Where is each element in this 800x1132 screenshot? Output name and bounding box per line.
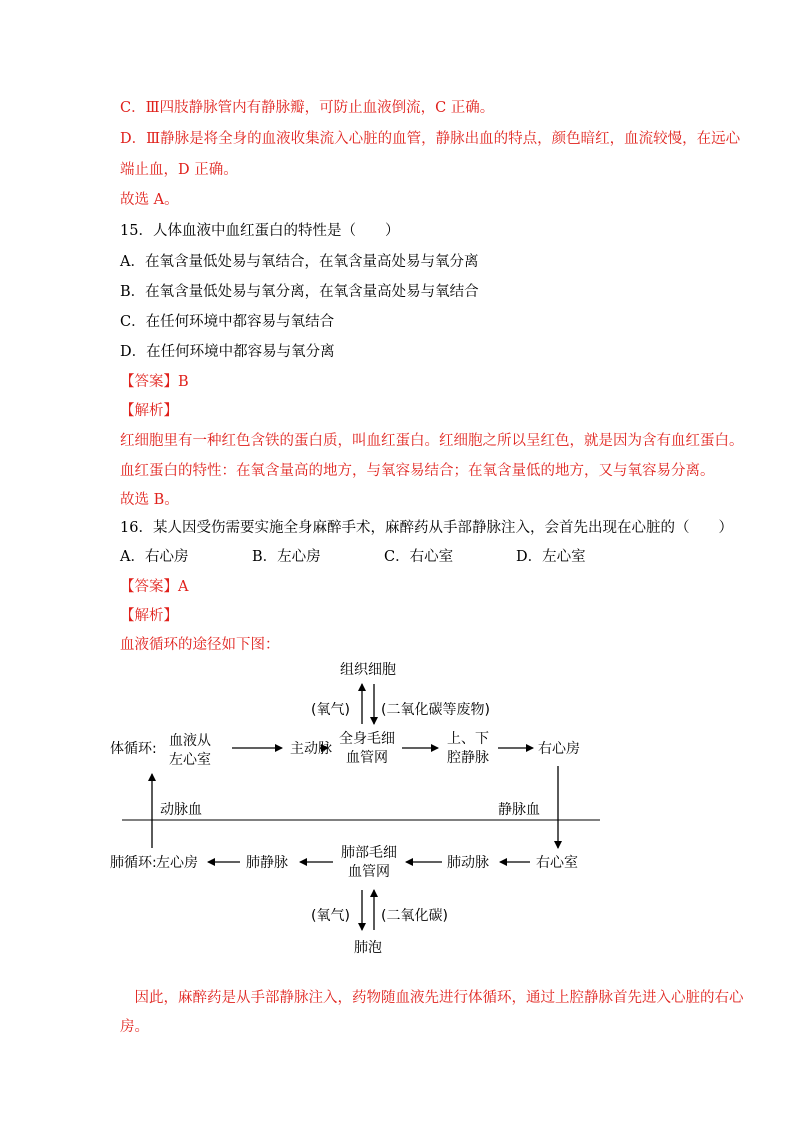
q15-stem: 15．人体血液中血红蛋白的特性是（ ）: [120, 223, 400, 239]
label-pulmonary-circulation: 肺循环:: [110, 855, 157, 871]
q16-analysis-label: 【解析】: [120, 608, 178, 624]
node-vena-cava-line1: 上、下: [447, 731, 489, 747]
prev-option-d-line2: 端止血，D 正确。: [120, 162, 238, 178]
q16-conclusion-line2: 房。: [120, 1019, 149, 1035]
node-right-atrium: 右心房: [538, 741, 580, 757]
q15-conclusion: 故选 B。: [120, 492, 179, 508]
q16-option-c: C．右心室: [384, 549, 454, 565]
q16-conclusion-line1: 因此，麻醉药是从手部静脉注入，药物随血液先进行体循环，通过上腔静脉首先进入心脏的右心: [120, 990, 744, 1006]
prev-conclusion: 故选 A。: [120, 192, 179, 208]
q16-option-b: B．左心房: [252, 549, 321, 565]
q15-analysis-label: 【解析】: [120, 403, 178, 419]
q16-option-d: D．左心室: [516, 549, 586, 565]
node-from-lv-line2: 左心室: [169, 752, 211, 768]
node-vena-cava-line2: 腔静脉: [447, 750, 489, 766]
q15-analysis-line1: 红细胞里有一种红色含铁的蛋白质，叫血红蛋白。红细胞之所以呈红色，就是因为含有血红蛋白。: [120, 433, 744, 449]
q15-option-a: A．在氧含量低处易与氧结合，在氧含量高处易与氧分离: [120, 254, 479, 270]
label-systemic-circulation: 体循环:: [110, 741, 157, 757]
label-oxygen-top: (氧气): [311, 702, 350, 718]
q15-answer: 【答案】B: [120, 374, 189, 390]
label-arterial-blood: 动脉血: [160, 802, 202, 818]
q16-intro: 血液循环的途径如下图：: [120, 637, 280, 653]
node-lung-capillary-line2: 血管网: [348, 864, 390, 880]
q15-analysis-line2: 血红蛋白的特性：在氧含量高的地方，与氧容易结合；在氧含量低的地方，又与氧容易分离。: [120, 463, 715, 479]
node-tissue-cells: 组织细胞: [340, 662, 396, 678]
q15-option-b: B．在氧含量低处易与氧分离，在氧含量高处易与氧结合: [120, 284, 479, 300]
q16-answer: 【答案】A: [120, 579, 189, 595]
node-pulmonary-artery: 肺动脉: [447, 855, 489, 871]
label-oxygen-bottom: (氧气): [311, 908, 350, 924]
q15-option-c: C．在任何环境中都容易与氧结合: [120, 314, 335, 330]
node-body-capillary-line2: 血管网: [346, 750, 388, 766]
q15-option-d: D．在任何环境中都容易与氧分离: [120, 344, 335, 360]
node-body-capillary-line1: 全身毛细: [339, 731, 395, 747]
q16-option-a: A．右心房: [120, 549, 189, 565]
node-left-atrium: 左心房: [156, 855, 198, 871]
node-aorta: 主动脉: [290, 741, 332, 757]
node-pulmonary-vein: 肺静脉: [246, 855, 288, 871]
node-from-lv-line1: 血液从: [169, 733, 211, 749]
prev-option-c: C．Ⅲ四肢静脉管内有静脉瓣，可防止血液倒流，C 正确。: [120, 100, 495, 116]
label-co2-bottom: (二氧化碳): [381, 908, 448, 924]
label-co2-waste: (二氧化碳等废物): [381, 702, 490, 718]
label-venous-blood: 静脉血: [498, 802, 540, 818]
q16-stem: 16．某人因受伤需要实施全身麻醉手术，麻醉药从手部静脉注入，会首先出现在心脏的（ ）: [120, 520, 733, 536]
prev-option-d-line1: D．Ⅲ静脉是将全身的血液收集流入心脏的血管，静脉出血的特点，颜色暗红，血流较慢，在远心: [120, 131, 741, 147]
node-lung-capillary-line1: 肺部毛细: [341, 845, 397, 861]
node-alveoli: 肺泡: [354, 940, 382, 956]
node-right-ventricle: 右心室: [536, 855, 578, 871]
